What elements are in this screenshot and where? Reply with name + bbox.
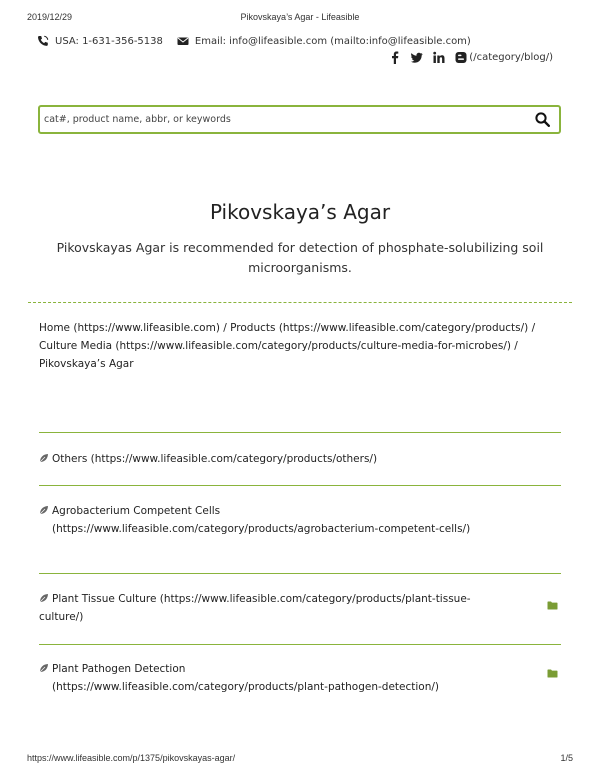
phone-item[interactable] [37,35,163,47]
leaf-icon [39,661,49,671]
category-link: (https://www.lifeasible.com/category/products/agrobacterium-competent-cells/) [52,523,471,535]
linkedin-icon[interactable] [433,51,445,64]
search-box [38,105,561,134]
email-icon [177,35,189,47]
folder-icon[interactable] [547,663,558,672]
category-divider [39,644,561,645]
page-title: Pikovskaya’s Agar [209,200,391,224]
search-input[interactable] [44,111,514,128]
leaf-icon [39,591,49,601]
blog-link[interactable]: (/category/blog/) [469,52,553,63]
contact-bar [37,35,471,47]
folder-icon[interactable] [547,595,558,604]
category-label: Agrobacterium Competent Cells [52,505,221,517]
social-links [379,51,553,64]
email-item[interactable] [177,35,471,47]
page-description: Pikovskayas Agar is recommended for detection of phosphate-solubilizing soil microorganisms. [56,240,544,275]
category-label: Plant Tissue Culture (https://www.lifeasible.com/category/products/plant-tissue-culture/) [39,593,471,623]
category-label: Others (https://www.lifeasible.com/category/products/others/) [52,453,378,465]
print-date: 2019/12/29 [27,12,73,22]
category-item-agrobacterium[interactable] [39,502,509,538]
category-label: Plant Pathogen Detection [52,663,186,675]
dashed-divider [28,302,572,303]
leaf-icon [39,451,49,461]
search-icon[interactable] [535,112,550,127]
facebook-icon[interactable] [389,51,401,64]
category-divider [39,432,561,433]
print-title: Pikovskaya’s Agar - Lifeasible [240,12,360,22]
leaf-icon [39,503,49,513]
category-divider [39,485,561,486]
phone-text: USA: 1-631-356-5138 [55,35,163,47]
category-link: (https://www.lifeasible.com/category/products/plant-pathogen-detection/) [52,681,440,693]
twitter-icon[interactable] [411,51,423,64]
blogger-icon[interactable] [455,51,467,64]
category-divider [39,573,561,574]
email-text: Email: info@lifeasible.com (mailto:info@lifeasible.com) [194,35,471,47]
breadcrumb[interactable]: Home (https://www.lifeasible.com) / Products (https://www.lifeasible.com/category/products/) / Culture Media (https://www.lifeasible.com/category/products/culture-media-for-microbes/) / Pikovskaya’s Agar [39,322,536,370]
category-item-plant-tissue[interactable] [39,590,509,626]
phone-icon [37,35,49,47]
print-url: https://www.lifeasible.com/p/1375/pikovskayas-agar/ [27,753,236,763]
page-number: 1/5 [560,753,573,763]
category-item-plant-pathogen[interactable] [39,660,509,696]
category-item-others[interactable] [39,450,509,468]
